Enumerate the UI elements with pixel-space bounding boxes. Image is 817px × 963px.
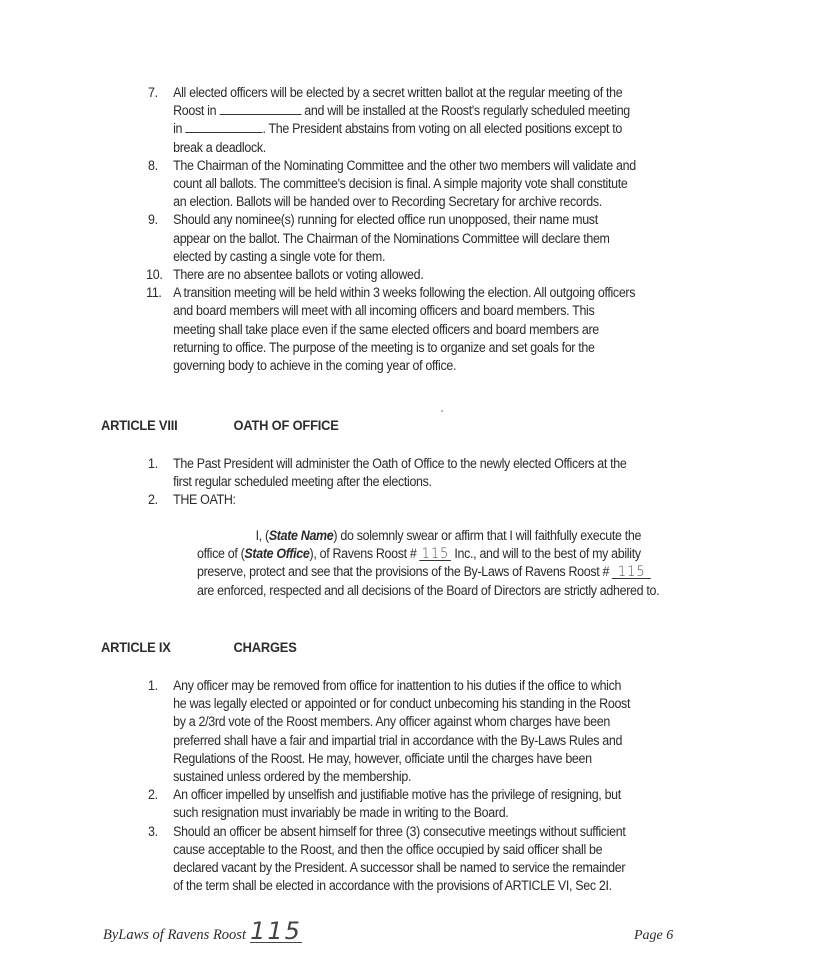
charges-list [148, 677, 636, 895]
item-number: 2. [148, 492, 158, 508]
handwritten-roost-number: 115 [612, 566, 651, 579]
item-number: 11. [146, 285, 162, 301]
item-text: Should an officer be absent himself for three (3) consecutive meetings without sufficient cause acceptable to the Roost, and then the office occupied by said officer shall be declared vacant by the President. A successor shall be named to service the remainder of the term shall be elected in accordance with the provisions of ARTICLE VI, Sec 2I. [173, 823, 626, 894]
article-title: CHARGES [233, 639, 297, 655]
item-number: 8. [148, 157, 158, 173]
scan-speck [441, 410, 443, 412]
article-label: ARTICLE IX [101, 639, 171, 655]
article-title: OATH OF OFFICE [233, 417, 339, 433]
item-text: THE OATH: [173, 492, 236, 508]
list-item [148, 786, 636, 822]
list-item [148, 677, 636, 786]
state-name-placeholder: State Name [268, 528, 334, 543]
item-number: 1. [148, 678, 158, 693]
item-text: Should any nominee(s) running for elected office run unopposed, their name must appear on the ballot. The Chairman of the Nominations Committee will declare them elected by casting a single vote for them. [173, 212, 610, 264]
item-number: 1. [148, 456, 158, 471]
item-number: 7. [148, 85, 158, 100]
item-number: 3. [148, 823, 158, 839]
item-number: 9. [148, 212, 158, 228]
oath-list [148, 455, 636, 510]
item-text: Any officer may be removed from office for inattention to his duties if the office to which he was legally elected or appointed or for conduct unbecoming his standing in the Roost by a 2/3rd vote of the Roost members. Any officer against whom charges have been preferred shall have a fair and impartial trial in accordance with the By-Laws Rules and Regulations of the Roost. He may, however, officiate until the charges have been sustained unless ordered by the membership. [173, 678, 631, 785]
blank-fill-line [185, 120, 262, 133]
list-item [148, 284, 636, 375]
handwritten-roost-number: 115 [250, 917, 302, 945]
article-ix-heading [101, 639, 297, 655]
item-text: An officer impelled by unselfish and justifiable motive has the privilege of resigning, but such resignation must invariably be made in writing to the Board. [173, 787, 621, 821]
item-text: There are no absentee ballots or voting allowed. [173, 267, 424, 283]
handwritten-roost-number: 115 [421, 546, 450, 563]
item-number: 10. [146, 267, 163, 283]
list-item: 7. All elected officers will be elected by a secret written ballot at the regular meeting of the Roost in and will be installed at the Roost's regularly scheduled meeting in . The President abstains from voting on all elected positions except to break a deadlock. [148, 85, 630, 155]
blank-fill-line [219, 102, 301, 115]
footer-title: ByLaws of Ravens Roost 115 [103, 917, 302, 945]
item-number: 2. [148, 787, 158, 803]
list-item [148, 823, 636, 896]
list-item [148, 157, 636, 212]
list-item [148, 491, 636, 509]
article-viii-heading [101, 417, 339, 433]
list-item [148, 455, 636, 491]
item-text: The Chairman of the Nominating Committee and the other two members will validate and count all ballots. The committee's decision is final. A simple majority vote shall constitute an election. Ballots will be handed over to Recording Secretary for archive records. [173, 157, 636, 210]
item-text: The Past President will administer the Oath of Office to the newly elected Officers at the first regular scheduled meeting after the elections. [173, 456, 627, 490]
election-rules-list [148, 84, 636, 375]
state-office-placeholder: State Office [244, 546, 310, 562]
article-label: ARTICLE VIII [101, 417, 178, 433]
item-text: A transition meeting will be held within 3 weeks following the election. All outgoing officers and board members will meet with all incoming officers and board members. This meeting shall take place even if the same elected officers and board members are returning to office. The purpose of the meeting is to organize and set goals for the governing body to achieve in the coming year of office. [173, 285, 636, 374]
oath-text: I, (State Name) do solemnly swear or affirm that I will faithfully execute the office of (State Office), of Ravens Roost # 115 Inc., and will to the best of my ability preserve, protect and see that the provisions of the By-Laws of Ravens Roost # 115 are enforced, respected and all decisions of the Board of Directors are strictly adhered to. [197, 528, 660, 598]
list-item [148, 211, 636, 266]
page-number: Page 6 [634, 928, 674, 943]
list-item [148, 266, 636, 284]
